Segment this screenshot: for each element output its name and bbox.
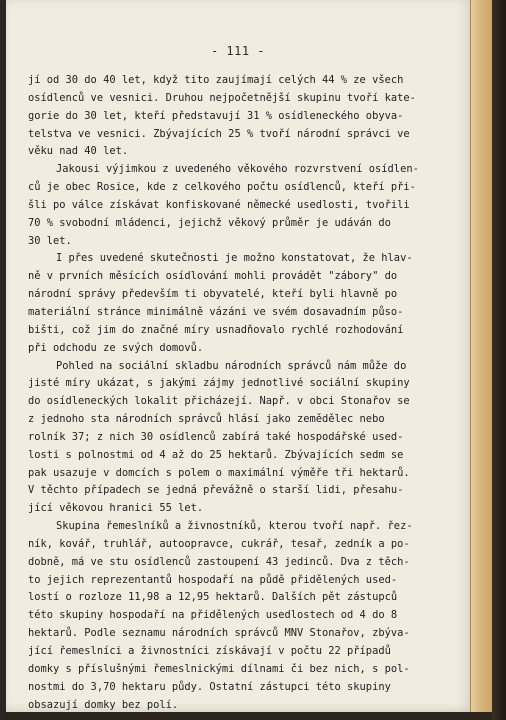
text-line: národní správy především ti obyvatelé, kteří byli hlavně po <box>28 288 398 301</box>
text-line: Skupina řemeslníků a živnostníků, kterou tvoří např. řez- <box>56 520 413 533</box>
text-line: V těchto případech se jedná převážně o starší lidi, přesahu- <box>28 484 404 497</box>
text-line: obsazují domky bez polí. <box>28 698 179 711</box>
text-line: pak usazuje v domcích s polem o maximální výměře tři hektarů. <box>28 466 410 479</box>
bottom-edge <box>6 712 492 720</box>
document-page <box>6 0 470 712</box>
text-line: Pohled na sociální skladbu národních správců nám může do <box>56 359 407 372</box>
text-line: šli po válce získávat konfiskované německé usedlosti, tvořili <box>28 198 410 211</box>
text-line: ník, kovář, truhlář, autoopravce, cukrář, tesař, zedník a po- <box>28 537 410 550</box>
text-line: jisté míry ukázat, s jakými zájmy jednotlivé sociální skupiny <box>28 377 410 390</box>
body-text <box>28 72 432 714</box>
text-line: ně v prvních měsících osídlování mohli provádět "zábory" do <box>28 270 398 283</box>
binding-spine <box>492 0 506 720</box>
text-line: to jejich reprezentantů hospodaří na půdě přidělených used- <box>28 573 398 586</box>
text-line: 70 % svobodní mládenci, jejichž věkový průměr je udáván do <box>28 216 391 229</box>
text-line: rolník 37; z nich 30 osídlenců zabírá také hospodářské used- <box>28 430 404 443</box>
text-line: materiální stránce minimálně vázáni ve svém dosavadním půso- <box>28 305 404 318</box>
text-line: I přes uvedené skutečnosti je možno konstatovat, že hlav- <box>56 252 413 265</box>
text-line: do osídleneckých lokalit přicházejí. Např. v obci Stonařov se <box>28 395 410 408</box>
text-line: gorie do 30 let, kteří představují 31 % osídleneckého obyva- <box>28 109 404 122</box>
text-line: 30 let. <box>28 234 72 247</box>
text-line: jící věkovou hranici 55 let. <box>28 502 204 515</box>
text-line: ců je obec Rosice, kde z celkového počtu osídlenců, kteří při- <box>28 181 416 194</box>
text-line: jící řemeslníci a živnostníci získávají v počtu 22 případů <box>28 645 391 657</box>
text-line: losti s polnostmi od 4 až do 25 hektarů. Zbývajících sedm se <box>28 448 404 461</box>
text-line: domky s příslušnými řemeslnickými dílnami či bez nich, s pol- <box>28 662 410 675</box>
binding-board <box>470 0 493 712</box>
text-line: Jakousi výjimkou z uvedeného věkového rozvrstvení osídlen- <box>56 163 419 176</box>
text-line: jí od 30 do 40 let, když tito zaujímají celých 44 % ze všech <box>28 74 404 86</box>
text-line: z jednoho sta národních správců hlásí jako zemědělec nebo <box>28 413 385 426</box>
text-line: telstva ve vesnici. Zbývajících 25 % tvoří národní správci ve <box>28 127 410 140</box>
text-line: bišti, což jim do značné míry usnadňovalo rychlé rozhodování <box>28 323 404 336</box>
text-line: při odchodu ze svých domovů. <box>28 341 204 354</box>
text-line: nostmi do 3,70 hektaru půdy. Ostatní zástupci této skupiny <box>28 680 391 693</box>
page-number: - 111 - <box>210 44 266 58</box>
text-line: věku nad 40 let. <box>28 145 129 158</box>
text-line: lostí o rozloze 11,98 a 12,95 hektarů. Dalších pět zástupců <box>28 591 398 604</box>
text-line: hektarů. Podle seznamu národních správců MNV Stonařov, zbýva- <box>28 627 410 640</box>
text-line: této skupiny hospodaří na přidělených usedlostech od 4 do 8 <box>28 609 398 622</box>
text-line: dobně, má ve stu osídlenců zastoupení 43 jedinců. Dva z těch- <box>28 555 410 568</box>
text-line: osídlenců ve vesnici. Druhou nejpočetnější skupinu tvoří kate- <box>28 91 416 104</box>
